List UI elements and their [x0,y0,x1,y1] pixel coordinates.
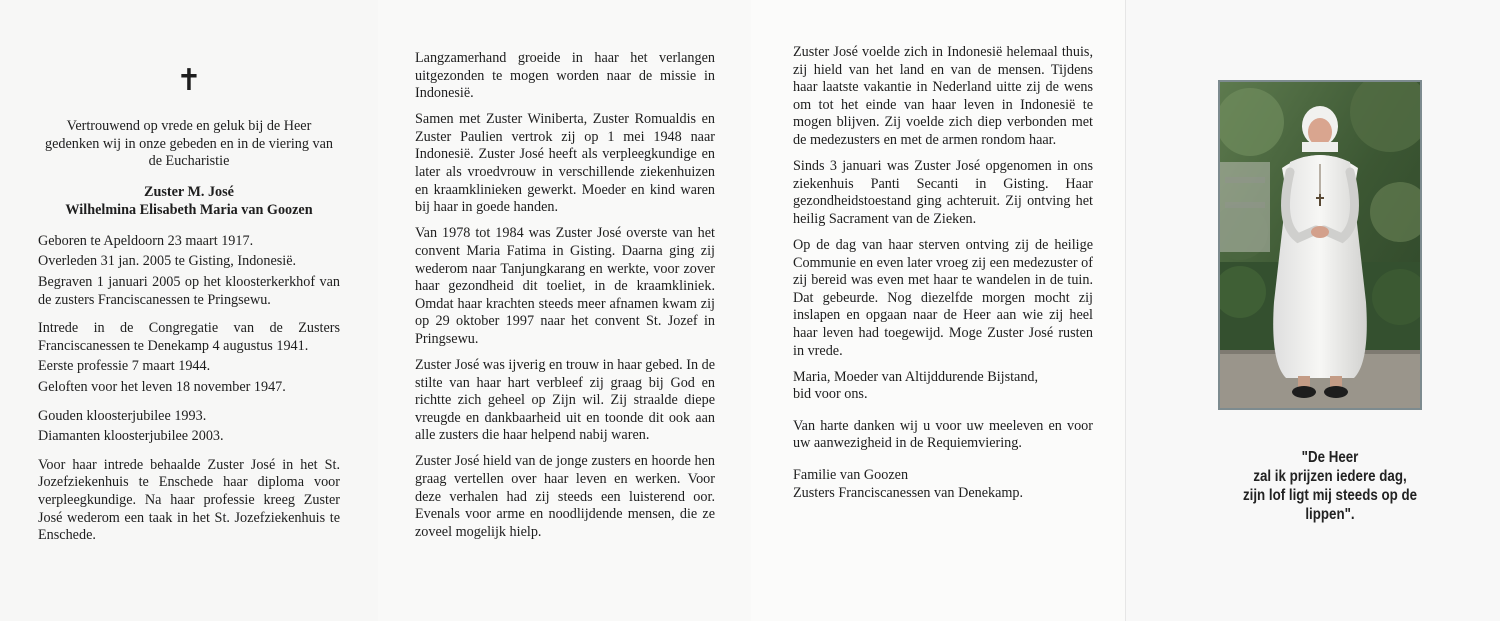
panel-middle-right [751,0,1125,621]
fact-born: Geboren te Apeldoorn 23 maart 1917. [38,232,254,249]
prayer [793,369,1093,404]
quote-line: "De Heer [1301,449,1359,466]
jubilee-facts [38,408,340,446]
deceased-name-religious: Zuster M. José [144,183,234,200]
fact-vows: Geloften voor het leven 18 november 1947. [38,378,286,395]
deceased-name-full: Wilhelmina Elisabeth Maria van Goozen [65,201,313,218]
fact-first-profession: Eerste professie 7 maart 1944. [38,358,211,375]
panel-left-column [38,42,340,553]
panel-middle-right-column [793,44,1093,502]
paragraph: Samen met Zuster Winiberta, Zuster Romualdis en Zuster Paulien vertrok zij op 1 mei 1948 naar Indonesië. Zuster José heeft als verpleegkundige en later als vroedvrouw in verschillende ziekenhuizen en kraamklinieken gewerkt. Moeder en kind waren bij haar in goede handen. [415,111,715,216]
religious-facts [38,320,340,396]
paragraph: Langzamerhand groeide in haar het verlangen uitgezonden te mogen worden naar de missie in Indonesië. [415,50,715,102]
prayer-line: Maria, Moeder van Altijddurende Bijstand, [793,368,1039,385]
cross-icon: ✝ [176,63,202,98]
paragraph: Zuster José voelde zich in Indonesië helemaal thuis, zij hield van het land en van de mensen. Tijdens haar laatste vakantie in Nederland uitte zij de wens om tot het einde van haar leven in Indonesië te mogen blijven. Zij voelde zich diep verbonden met de medezusters en met de armen rondom haar. [793,44,1093,148]
family-name: Familie van Goozen [793,466,909,483]
fact-golden-jubilee: Gouden kloosterjubilee 1993. [38,407,207,424]
paragraph: Op de dag van haar sterven ontving zij de heilige Communie en even later vroeg zij een medezuster of zij bereid was even met haar te wandelen in de tuin. Dat gebeurde. Nog diezelfde morgen mocht zij inslapen en opgaan naar de Heer aan wie zij heel haar leven had toegewijd. Moge Zuster José rusten in vrede. [793,236,1093,359]
thanks-text: Van harte danken wij u voor uw meeleven en voor uw aanwezigheid in de Requiemviering. [793,417,1093,452]
scripture-quote [1218,448,1442,524]
fact-died: Overleden 31 jan. 2005 te Gisting, Indonesië. [38,253,297,270]
paragraph: Sinds 3 januari was Zuster José opgenomen in ons ziekenhuis Panti Secanti in Gisting. Haar gezondheidstoestand ging achteruit. Zij ontving het heilig Sacrament van de Zieken. [793,158,1093,227]
quote-line: zijn lof ligt mij steeds op de lippen". [1242,487,1418,523]
paragraph: Zuster José hield van de jonge zusters en hoorde hen graag vertellen over haar leven en werken. Voor deze verhalen had zij steeds een luisterend oor. Evenals voor arme en noodlijdende mensen, die ze zoveel mogelijk hielp. [415,453,715,540]
paragraph: Zuster José was ijverig en trouw in haar gebed. In de stilte van haar hart verbleef zij graag bij God en richtte zich geheel op Zijn wil. Zij straalde diepe vreugde en dankbaarheid uit en toonde dit ook aan alle zusters die haar helpend nabij waren. [415,357,715,444]
fact-diamond-jubilee: Diamanten kloosterjubilee 2003. [38,428,224,445]
panel-middle-left [378,0,751,621]
life-facts [38,233,340,309]
portrait-image [1220,82,1420,408]
quote-line: zal ik prijzen iedere dag, [1253,468,1407,485]
prayer-line: bid voor ons. [793,386,868,403]
deceased-name [38,183,340,219]
portrait-photo [1218,80,1422,410]
paragraph: Van 1978 tot 1984 was Zuster José overste van het convent Maria Fatima in Gisting. Daarna ging zij wederom naar Tanjungkarang en werkte, voor zover haar gezondheid dit toeliet, in de kraamkliniek. Omdat haar krachten steeds meer afnamen kwam zij op 29 oktober 1997 naar het convent St. Jozef in Pringsewu. [415,225,715,347]
panel-left [0,0,378,621]
fact-entry: Intrede in de Congregatie van de Zusters Franciscanessen te Denekamp 4 augustus 1941. [38,320,340,354]
panel-middle-left-column [415,50,715,550]
intro-text: Vertrouwend op vrede en geluk bij de Heer gedenken wij in onze gebeden en in de viering van de Eucharistie [45,118,333,170]
fact-buried: Begraven 1 januari 2005 op het kloosterkerkhof van de zusters Franciscanessen te Pringsewu. [38,273,340,308]
panel-right [1125,0,1500,621]
congregation-name: Zusters Franciscanessen van Denekamp. [793,484,1024,501]
signature-block [793,467,1093,502]
closing-paragraph: Voor haar intrede behaalde Zuster José in het St. Jozefziekenhuis te Enschede haar diploma voor verpleegkundige. Na haar professie kreeg Zuster José wederom een taak in het St. Jozefziekenhuis te Enschede. [38,456,340,544]
